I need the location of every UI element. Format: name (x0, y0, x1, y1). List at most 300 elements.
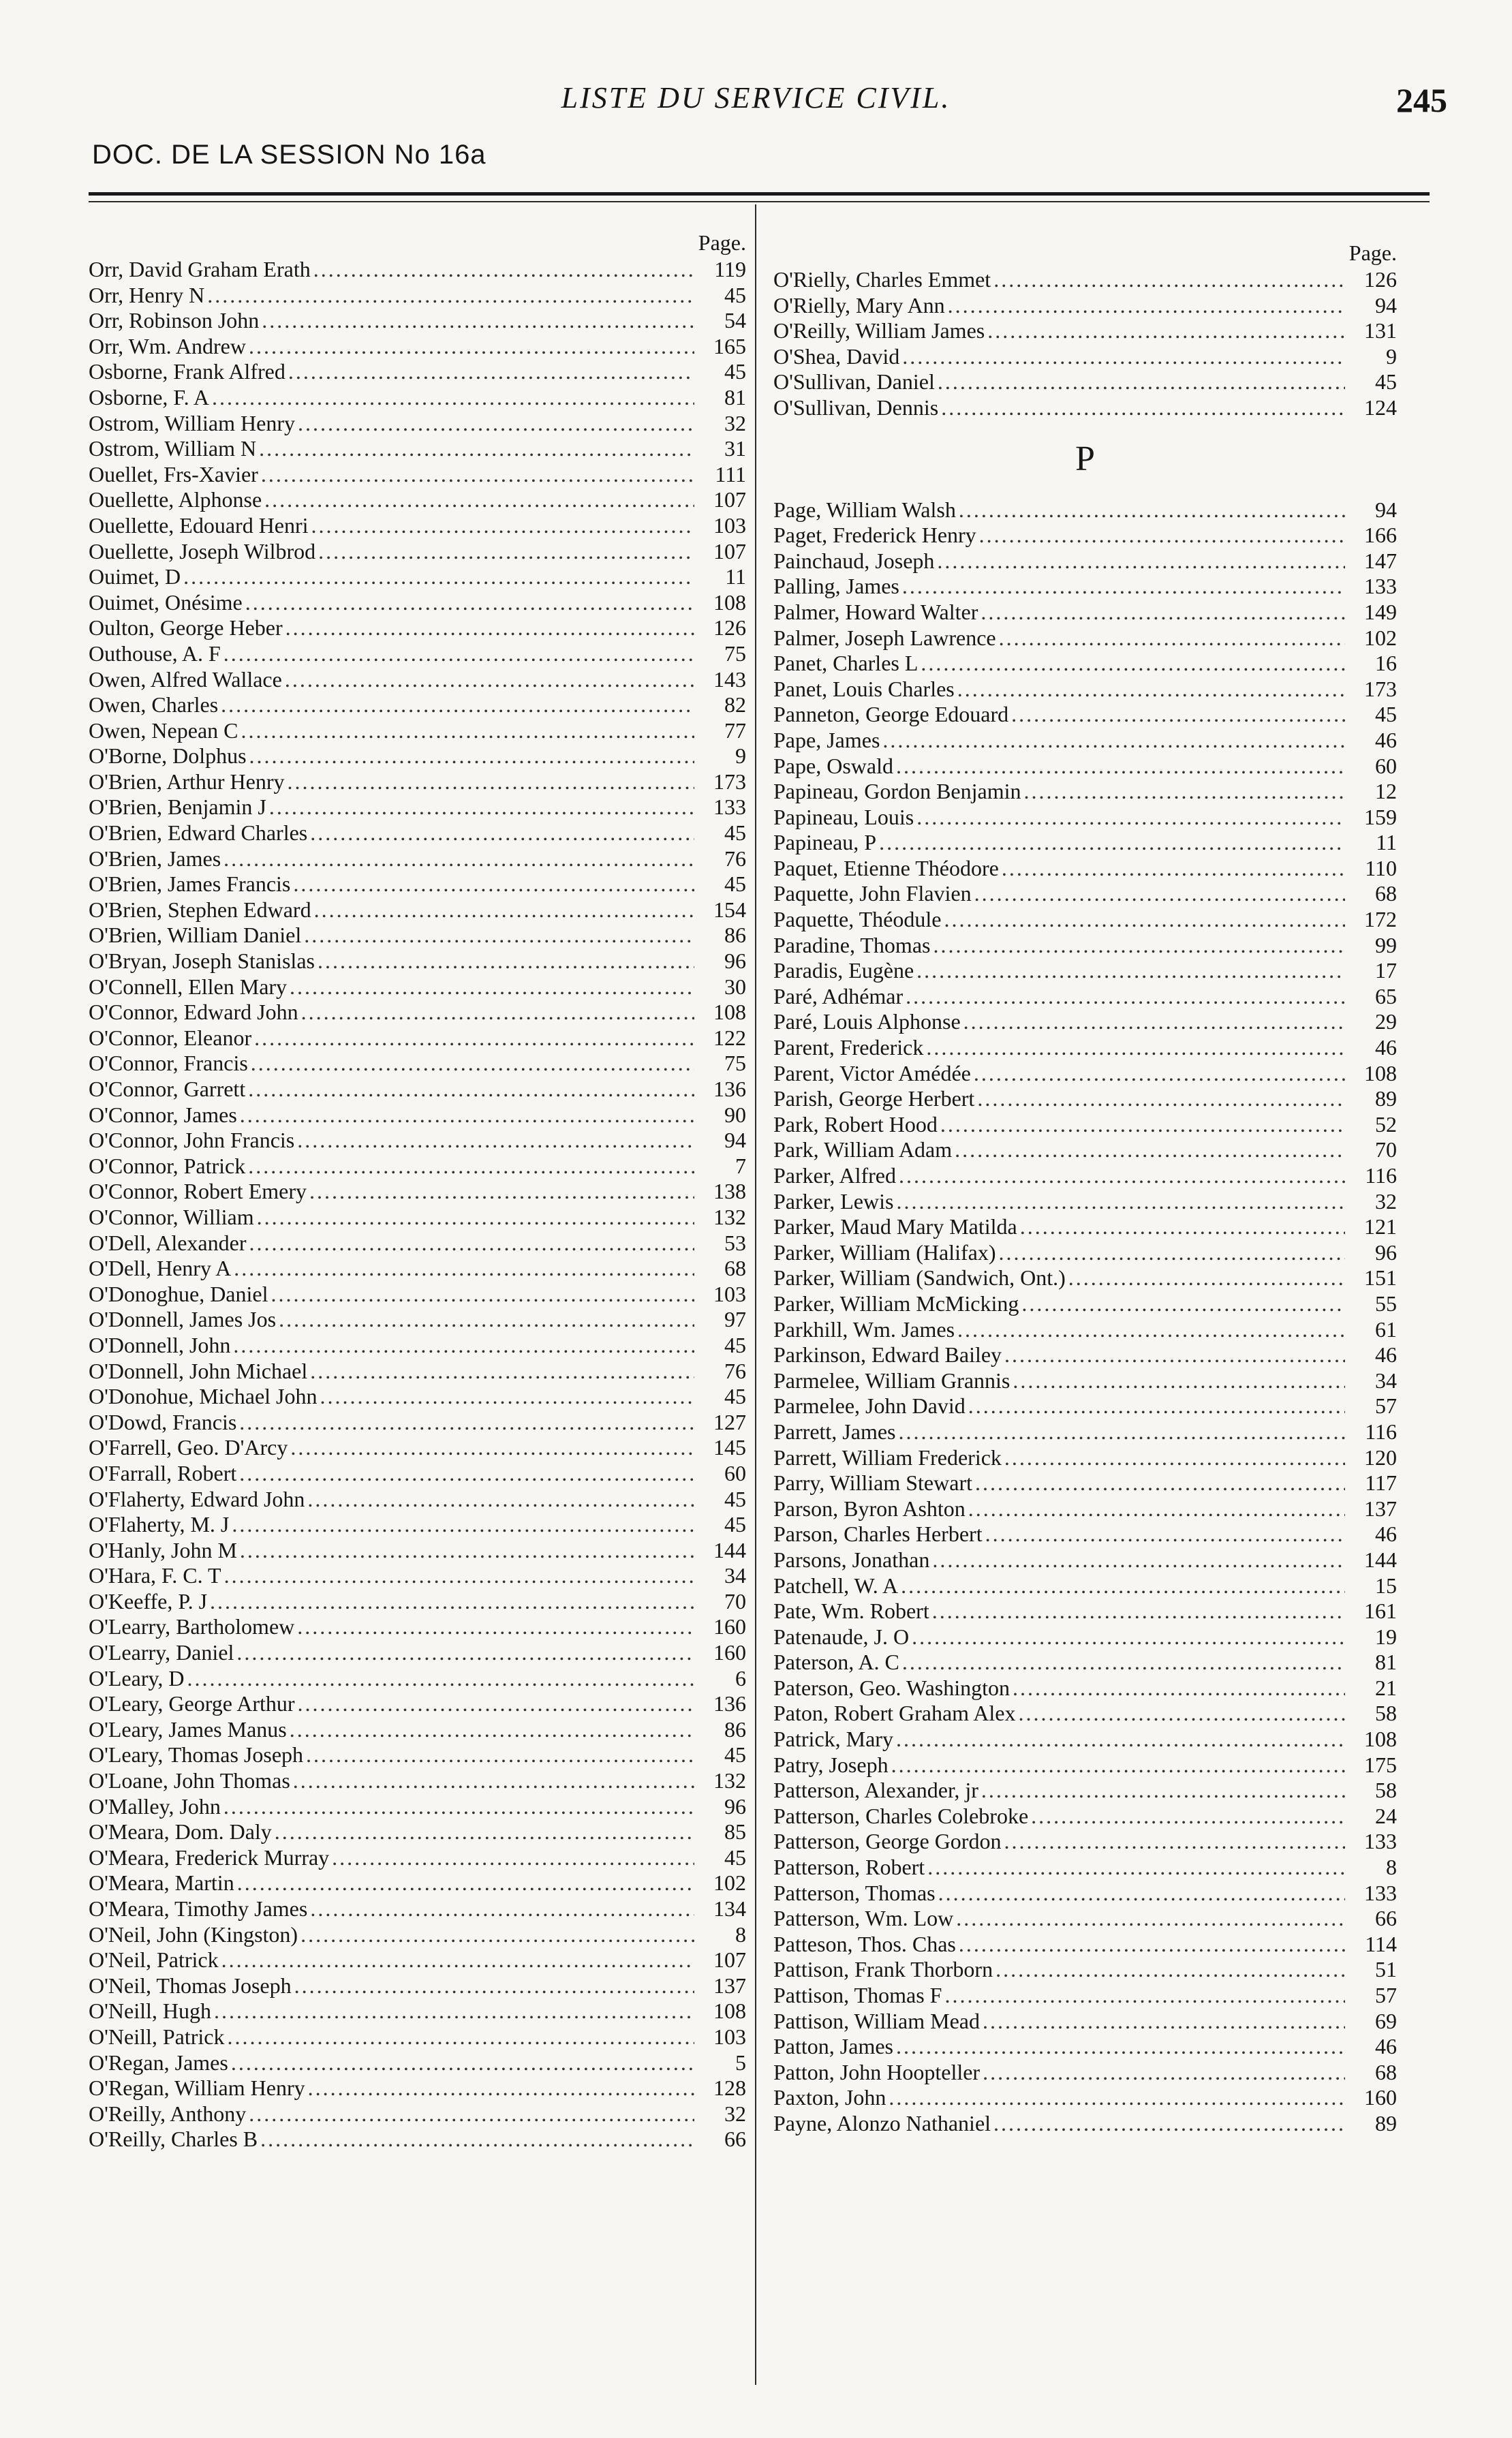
entry-page: 90 (724, 1102, 746, 1127)
index-entry (773, 1035, 1397, 1061)
entry-name: Outhouse, A. F (89, 641, 221, 666)
dot-leader (231, 2050, 694, 2076)
entry-name: Parsons, Jonathan (773, 1547, 930, 1572)
entry-name: Ouimet, D (89, 564, 181, 589)
entry-name: Parmelee, John David (773, 1393, 966, 1419)
dot-leader (264, 487, 694, 513)
entry-page: 103 (713, 2024, 746, 2049)
dot-leader (287, 769, 694, 795)
entry-page: 7 (735, 1153, 746, 1178)
entry-page: 34 (1375, 1368, 1397, 1393)
entry-name: Park, William Adam (773, 1137, 953, 1162)
dot-leader (899, 1163, 1345, 1189)
index-entry (89, 820, 746, 846)
entry-page: 136 (713, 1691, 746, 1716)
dot-leader (249, 334, 694, 360)
index-entry (89, 2101, 746, 2127)
dot-leader (896, 2034, 1345, 2060)
entry-name: Papineau, P (773, 830, 877, 855)
index-entry (89, 539, 746, 565)
entry-name: O'Neill, Patrick (89, 2024, 225, 2049)
entry-page: 99 (1375, 932, 1397, 957)
index-entry (773, 830, 1397, 856)
entry-page: 66 (724, 2127, 746, 2152)
index-entry (89, 2127, 746, 2152)
index-entry (773, 267, 1397, 293)
entry-name: Patton, James (773, 2034, 893, 2059)
entry-page: 131 (1364, 318, 1397, 343)
index-entry (89, 1538, 746, 1564)
entry-name: Patchell, W. A (773, 1573, 899, 1598)
dot-leader (304, 923, 694, 948)
dot-leader (271, 1282, 694, 1308)
entry-name: Owen, Alfred Wallace (89, 666, 282, 692)
index-entry (773, 344, 1397, 370)
entry-name: Oulton, George Heber (89, 615, 283, 641)
entry-page: 8 (1386, 1855, 1397, 1880)
entry-page: 166 (1364, 523, 1397, 548)
index-entry (773, 1291, 1397, 1317)
entry-name: O'Hara, F. C. T (89, 1563, 221, 1588)
entry-name: Parkinson, Edward Bailey (773, 1342, 1002, 1368)
entry-page: 116 (1365, 1419, 1397, 1444)
entry-name: O'Meara, Dom. Daly (89, 1819, 272, 1845)
index-entry (773, 933, 1397, 959)
entry-name: Paxton, John (773, 2085, 886, 2110)
index-entry (89, 257, 746, 283)
entry-name: O'Learry, Daniel (89, 1640, 234, 1665)
dot-leader (1004, 1342, 1345, 1368)
entry-page: 126 (713, 615, 746, 641)
entry-page: 70 (724, 1588, 746, 1614)
index-entry (773, 1163, 1397, 1189)
entry-name: Patenaude, J. O (773, 1624, 910, 1649)
entry-page: 58 (1375, 1778, 1397, 1803)
index-entry (773, 1957, 1397, 1983)
dot-leader (957, 677, 1345, 703)
index-entry (89, 1154, 746, 1179)
entry-name: O'Donnell, John (89, 1332, 231, 1357)
dot-leader (251, 1051, 694, 1077)
dot-leader (301, 1000, 694, 1025)
entry-name: Paterson, Geo. Washington (773, 1675, 1010, 1700)
index-entry (89, 1359, 746, 1385)
entry-name: Orr, Henry N (89, 282, 205, 307)
header-rule-thick (89, 192, 1430, 196)
entry-page: 127 (713, 1409, 746, 1434)
entry-page: 107 (713, 487, 746, 512)
entry-name: O'Donnell, James Jos (89, 1307, 277, 1332)
dot-leader (899, 1419, 1346, 1445)
dot-leader (240, 1102, 694, 1128)
dot-leader (938, 369, 1345, 395)
entry-name: Patterson, George Gordon (773, 1829, 1002, 1854)
entry-name: Park, Robert Hood (773, 1111, 938, 1137)
dot-leader (318, 948, 694, 974)
entry-name: Ouellette, Joseph Wilbrod (89, 538, 316, 564)
dot-leader (963, 1009, 1345, 1035)
entry-page: 82 (724, 692, 746, 717)
dot-leader (214, 1999, 694, 2024)
index-entry (773, 2009, 1397, 2035)
index-entry (89, 2024, 746, 2050)
entry-name: O'Loane, John Thomas (89, 1768, 290, 1793)
dot-leader (308, 2076, 694, 2101)
index-entry (773, 1496, 1397, 1522)
index-entry (89, 1333, 746, 1359)
entry-page: 9 (1386, 343, 1397, 369)
entry-name: O'Connor, John Francis (89, 1128, 295, 1153)
entry-name: O'Dell, Henry A (89, 1256, 232, 1281)
entry-name: O'Neil, John (Kingston) (89, 1922, 298, 1947)
index-entry (773, 856, 1397, 882)
dot-leader (233, 1333, 694, 1359)
entry-page: 128 (713, 2076, 746, 2101)
dot-leader (912, 1624, 1345, 1650)
dot-leader (999, 1240, 1346, 1266)
entry-name: Parson, Charles Herbert (773, 1522, 983, 1547)
index-entry (89, 1102, 746, 1128)
entry-page: 70 (1375, 1137, 1397, 1162)
dot-leader (224, 1563, 694, 1589)
dot-leader (901, 1573, 1345, 1599)
entry-page: 108 (713, 589, 746, 615)
index-entry (89, 1845, 746, 1871)
dot-leader (968, 1393, 1345, 1419)
entry-page: 96 (1375, 1239, 1397, 1265)
dot-leader (298, 411, 694, 437)
entry-name: Paquette, Théodule (773, 907, 942, 932)
entry-page: 165 (713, 333, 746, 358)
entry-page: 68 (1375, 881, 1397, 906)
entry-page: 102 (713, 1870, 746, 1896)
entry-page: 8 (735, 1922, 746, 1947)
entry-page: 46 (1375, 1035, 1397, 1060)
dot-leader (948, 293, 1345, 319)
dot-leader (1031, 1804, 1345, 1830)
entry-name: O'Rielly, Charles Emmet (773, 267, 991, 292)
entry-name: Paquette, John Flavien (773, 881, 972, 906)
entry-name: Ostrom, William Henry (89, 410, 295, 435)
dot-leader (956, 1906, 1345, 1932)
entry-name: O'Farrell, Geo. D'Arcy (89, 1435, 288, 1460)
index-entry (773, 1419, 1397, 1445)
index-entry (89, 1922, 746, 1948)
index-entry (89, 1307, 746, 1333)
dot-leader (955, 1137, 1345, 1163)
entry-name: O'Farrall, Robert (89, 1460, 237, 1485)
entry-name: Payne, Alonzo Nathaniel (773, 2110, 991, 2135)
entry-name: Paré, Adhémar (773, 983, 904, 1008)
index-entry (89, 1000, 746, 1025)
dot-leader (234, 1256, 694, 1282)
entry-page: 94 (724, 1128, 746, 1153)
entry-page: 57 (1375, 1393, 1397, 1419)
entry-page: 46 (1375, 2034, 1397, 2059)
entry-name: Parker, Maud Mary Matilda (773, 1214, 1017, 1239)
right-column (773, 238, 1397, 2137)
dot-leader (232, 1512, 694, 1538)
entry-page: 107 (713, 1947, 746, 1973)
index-entry (89, 487, 746, 513)
entry-page: 45 (724, 1742, 746, 1768)
entry-page: 15 (1375, 1573, 1397, 1598)
entry-name: Paterson, A. C (773, 1650, 899, 1675)
entry-page: 133 (713, 794, 746, 820)
entry-name: Parker, William (Halifax) (773, 1239, 996, 1265)
entry-name: Ouellette, Alphonse (89, 487, 262, 512)
entry-name: Parent, Frederick (773, 1035, 924, 1060)
entry-name: Patrick, Mary (773, 1727, 893, 1752)
entry-name: O'Brien, Benjamin J (89, 794, 266, 820)
entry-name: Papineau, Gordon Benjamin (773, 779, 1021, 804)
index-entry (773, 1189, 1397, 1215)
dot-leader (896, 1189, 1345, 1215)
index-entry (89, 590, 746, 616)
entry-page: 85 (724, 1819, 746, 1845)
entry-name: O'Dell, Alexander (89, 1230, 247, 1255)
index-entry (89, 1768, 746, 1794)
entry-name: O'Neil, Patrick (89, 1947, 219, 1973)
entry-name: Palmer, Howard Walter (773, 599, 978, 624)
entry-page: 46 (1375, 1522, 1397, 1547)
entry-page: 9 (735, 743, 746, 769)
entry-page: 107 (713, 538, 746, 564)
entry-page: 133 (1364, 1829, 1397, 1854)
index-entry (89, 1614, 746, 1640)
index-entry (89, 1051, 746, 1077)
entry-page: 134 (713, 1896, 746, 1921)
entry-name: Orr, Robinson John (89, 308, 260, 333)
entry-page: 151 (1364, 1265, 1397, 1291)
entry-name: O'Sullivan, Dennis (773, 395, 939, 420)
entry-name: Parent, Victor Amédée (773, 1060, 971, 1085)
index-entry (773, 805, 1397, 831)
entry-page: 86 (724, 923, 746, 948)
index-entry (89, 2076, 746, 2101)
dot-leader (993, 267, 1345, 293)
index-entry (89, 871, 746, 897)
index-entry (773, 754, 1397, 780)
entry-name: Patterson, Thomas (773, 1880, 936, 1905)
entry-page: 97 (724, 1307, 746, 1332)
dot-leader (223, 1794, 694, 1820)
dot-leader (212, 385, 694, 411)
dot-leader (879, 830, 1345, 856)
entry-name: Patry, Joseph (773, 1752, 889, 1777)
index-entry (773, 1368, 1397, 1394)
index-entry (89, 1999, 746, 2024)
entry-page: 133 (1364, 574, 1397, 599)
entry-page: 96 (724, 1793, 746, 1819)
index-entry (773, 1804, 1397, 1830)
entry-page: 145 (713, 1435, 746, 1460)
entry-page: 75 (724, 1051, 746, 1076)
dot-leader (921, 651, 1345, 677)
entry-name: O'Brien, Edward Charles (89, 820, 308, 846)
dot-leader (237, 1870, 694, 1896)
dot-leader (249, 2101, 694, 2127)
dot-leader (987, 318, 1345, 344)
index-entry (89, 411, 746, 437)
index-entry (773, 1727, 1397, 1753)
entry-page: 76 (724, 1358, 746, 1383)
dot-leader (1004, 1829, 1345, 1855)
entry-name: Patton, John Hoopteller (773, 2059, 981, 2084)
dot-leader (941, 395, 1345, 421)
dot-leader (996, 1957, 1345, 1983)
entry-page: 57 (1375, 1983, 1397, 2007)
entry-page: 114 (1365, 1931, 1397, 1956)
index-entry (89, 436, 746, 462)
index-entry (773, 2111, 1397, 2137)
index-entry (773, 318, 1397, 344)
dot-leader (926, 1035, 1345, 1061)
entry-page: 132 (713, 1204, 746, 1229)
entry-name: O'Rielly, Mary Ann (773, 292, 945, 318)
entry-name: Panet, Charles L (773, 651, 919, 676)
dot-leader (294, 1973, 694, 1999)
dot-leader (313, 257, 694, 283)
index-entry (89, 462, 746, 488)
entry-name: Pattison, Frank Thorborn (773, 1957, 993, 1982)
entry-name: Parson, Byron Ashton (773, 1496, 966, 1521)
entry-name: O'Neill, Hugh (89, 1999, 211, 2024)
index-entry (773, 907, 1397, 933)
entry-page: 53 (724, 1230, 746, 1255)
index-entry (89, 1384, 746, 1410)
index-entry (89, 743, 746, 769)
dot-leader (221, 692, 694, 718)
entry-page: 108 (713, 1000, 746, 1025)
index-entry (773, 497, 1397, 523)
dot-leader (944, 1983, 1345, 2009)
index-entry (89, 846, 746, 872)
entry-page: 154 (713, 897, 746, 922)
dot-leader (306, 1742, 694, 1768)
entry-page: 17 (1375, 958, 1397, 983)
dot-leader (311, 513, 694, 539)
index-entry (773, 1086, 1397, 1112)
dot-leader (293, 871, 694, 897)
dot-leader (223, 641, 694, 667)
index-entry (89, 1563, 746, 1589)
entry-page: 16 (1375, 651, 1397, 676)
index-entry (89, 1717, 746, 1743)
index-entry (89, 308, 746, 334)
index-entry (89, 283, 746, 309)
dot-leader (290, 1435, 694, 1461)
entry-page: 32 (724, 410, 746, 435)
entry-page: 46 (1375, 727, 1397, 752)
entry-page: 116 (1365, 1163, 1397, 1188)
entry-name: Patteson, Thos. Chas (773, 1931, 956, 1956)
index-entry (773, 1983, 1397, 2009)
entry-name: Patterson, Wm. Low (773, 1906, 954, 1931)
index-entry (773, 958, 1397, 984)
left-column (89, 228, 746, 2152)
entry-page: 108 (1364, 1060, 1397, 1085)
entry-page: 143 (713, 666, 746, 692)
entry-page: 138 (713, 1179, 746, 1204)
dot-leader (249, 1231, 694, 1256)
entry-name: Ostrom, William N (89, 436, 257, 461)
index-entry (89, 974, 746, 1000)
dot-leader (1018, 1701, 1345, 1727)
index-entry (89, 1589, 746, 1615)
index-entry (89, 718, 746, 744)
dot-leader (932, 1599, 1345, 1624)
dot-leader (240, 1538, 694, 1564)
index-entry (89, 1512, 746, 1538)
page-column-heading: Page. (698, 230, 746, 255)
dot-leader (902, 574, 1345, 600)
entry-name: Pattison, Thomas F (773, 1983, 942, 2007)
entry-name: Parmelee, William Grannis (773, 1368, 1010, 1393)
dot-leader (293, 1768, 694, 1794)
index-entry (773, 1932, 1397, 1958)
entry-page: 89 (1375, 1086, 1397, 1111)
index-entry (773, 2034, 1397, 2060)
entry-page: 68 (724, 1256, 746, 1281)
dot-leader (957, 1317, 1345, 1343)
index-entry (89, 1870, 746, 1896)
entry-name: O'Regan, William Henry (89, 2076, 305, 2101)
entry-name: Paradine, Thomas (773, 932, 931, 957)
dot-leader (933, 933, 1345, 959)
dot-leader (286, 615, 694, 641)
index-entry (773, 1573, 1397, 1599)
index-entry (89, 1973, 746, 1999)
entry-name: O'Shea, David (773, 343, 900, 369)
entry-name: Panet, Louis Charles (773, 676, 955, 701)
dot-leader (320, 1384, 694, 1410)
index-entry (89, 923, 746, 948)
entry-page: 45 (1375, 369, 1397, 395)
section-letter-heading: P (1075, 439, 1095, 478)
entry-name: O'Brien, James (89, 846, 221, 871)
index-entry (89, 1666, 746, 1692)
dot-leader (314, 897, 694, 923)
entry-name: O'Borne, Dolphus (89, 743, 247, 769)
entry-page: 172 (1364, 907, 1397, 932)
entry-name: Parkhill, Wm. James (773, 1316, 955, 1342)
index-entry (773, 1240, 1397, 1266)
entry-page: 75 (724, 641, 746, 666)
entry-page: 31 (724, 436, 746, 461)
index-entry (773, 1393, 1397, 1419)
entry-page: 89 (1375, 2110, 1397, 2135)
dot-leader (241, 718, 694, 744)
entry-name: O'Connor, James (89, 1102, 237, 1127)
entry-page: 175 (1364, 1752, 1397, 1777)
dot-leader (983, 2060, 1345, 2086)
entry-page: 122 (713, 1025, 746, 1050)
dot-leader (968, 1496, 1345, 1522)
entry-page: 103 (713, 1281, 746, 1306)
entry-page: 60 (724, 1460, 746, 1485)
entry-page: 30 (724, 974, 746, 999)
entry-name: Parker, Alfred (773, 1163, 896, 1188)
entry-page: 46 (1375, 1342, 1397, 1368)
dot-leader (248, 1077, 694, 1102)
dot-leader (298, 1691, 694, 1717)
index-entry (773, 1522, 1397, 1547)
dot-leader (896, 754, 1345, 780)
index-entry (89, 897, 746, 923)
entry-page: 173 (1364, 676, 1397, 701)
entry-page: 108 (1364, 1727, 1397, 1752)
